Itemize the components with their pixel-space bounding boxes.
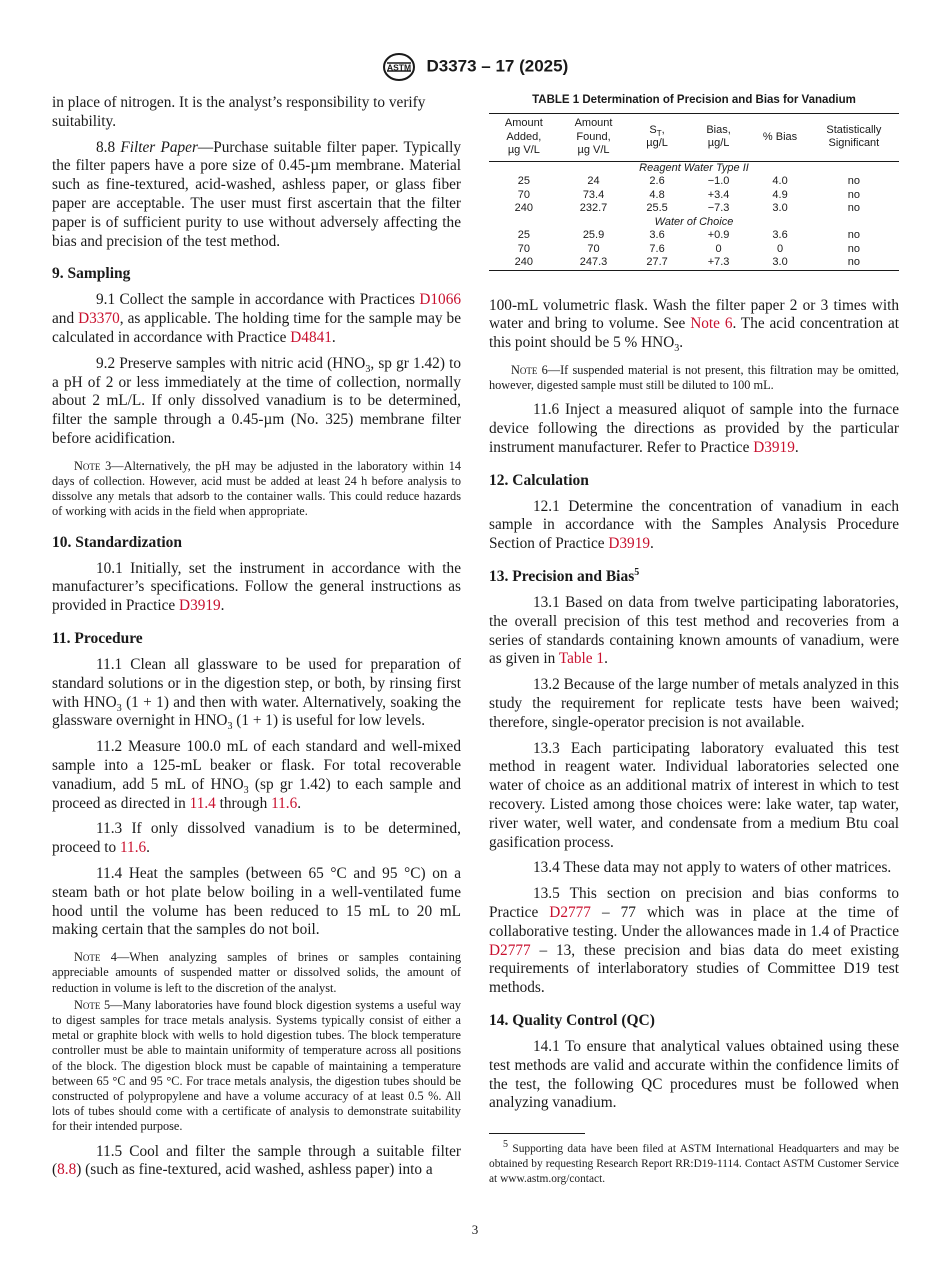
ref-d2777-link[interactable]: D2777	[549, 904, 591, 922]
table-cell: 70	[587, 242, 600, 255]
para-11-4: 11.4 Heat the samples (between 65 °C and 95 °C) on a steam bath or hot plate below boiling in a well-ventilated fume hood until the volume has been reduced to 15 mL to 20 mL making certain that the samples do not boil.	[52, 864, 461, 939]
table-cell: 4.8	[649, 188, 665, 201]
para-11-6: 11.6 Inject a measured aliquot of sample into the furnace device following the directions as provided by the particular instrument manufacturer. Refer to Practice D3919.	[489, 401, 899, 456]
table-cell: 70	[517, 188, 530, 201]
ref-11-4-link[interactable]: 11.4	[189, 794, 216, 812]
filter-paper-title: Filter Paper	[120, 138, 198, 156]
table-cell: 4.0	[772, 175, 788, 187]
section-13-heading: 13. Precision and Bias$^5$	[489, 566, 640, 586]
table-row	[489, 229, 899, 243]
intro-text: in place of nitrogen. It is the analyst’s responsibility to verify suitability.	[52, 94, 426, 130]
section-11-heading: 11. Procedure	[52, 629, 143, 647]
section-9-heading: 9. Sampling	[52, 265, 131, 283]
para-9-2: 9.2 Preserve samples with nitric acid ($HNO_3$, sp gr 1.42) to a pH of 2 or less immediately at the time of collection, normally about 2 mL/L. If only dissolved vanadium is to be determined, filter the sample through a 0.45-µm (No. 325) membrane filter before acidification.	[52, 354, 461, 447]
table-cell: no	[847, 242, 860, 255]
para-11-2: 11.2 Measure 100.0 mL of each standard and well-mixed sample into a 125-mL beaker or flask. For total recoverable vanadium, add 5 mL of $HNO_3$ (sp gr 1.42) to each sample and proceed as directed in 11.4 through 11.6.	[52, 738, 461, 812]
table-cell: 240	[514, 202, 534, 214]
para-10-1: 10.1 Initially, set the instrument in accordance with the manufacturer’s specifications. Follow the general instructions as provided in Practice D3919.	[52, 559, 461, 615]
col-header: Amount Added, µg V/L	[504, 117, 543, 156]
footnote-5: $^5$ Supporting data have been filed at ASTM International Headquarters and may be obtained by requesting Research Report RR:D19-1114. Contact ASTM Customer Service at www.astm.org/contact.	[489, 1139, 899, 1186]
para-13-4: 13.4 These data may not apply to waters of other matrices.	[533, 859, 892, 877]
table-cell: 73.4	[582, 188, 605, 201]
table-group-row	[489, 161, 899, 175]
table-group-label: Reagent Water Type II	[639, 161, 749, 174]
table-cell: no	[847, 175, 860, 187]
right-column	[489, 94, 899, 1187]
para-11-5: 11.5 Cool and filter the sample through a suitable filter (8.8) (such as fine-textured, acid washed, ashless paper) into a	[52, 1142, 461, 1179]
para-11-5-cont: 100-mL volumetric flask. Wash the filter paper 2 or 3 times with water and bring to volume. See Note 6. The acid concentration at this point should be 5 % $HNO_3$.	[489, 296, 900, 355]
table-cell: +0.9	[707, 229, 730, 241]
ref-d1066-link[interactable]: D1066	[419, 291, 461, 309]
section-10-heading: 10. Standardization	[52, 533, 183, 551]
ref-d3370-link[interactable]: D3370	[78, 310, 120, 328]
ref-d3919-link-3[interactable]: D3919	[608, 535, 651, 553]
table-cell: 25.5	[646, 202, 668, 214]
ref-8-8-link[interactable]: 8.8	[57, 1161, 77, 1179]
table-cell: 3.0	[772, 202, 788, 214]
table-cell: 3.6	[649, 229, 665, 241]
para-9-1: 9.1 Collect the sample in accordance with Practices D1066 and D3370, as applicable. The holding time for the sample may be calculated in accordance with Practice D4841.	[52, 291, 461, 346]
table-1	[489, 113, 899, 271]
table-cell: no	[809, 256, 899, 270]
col-header: Bias, µg/L	[706, 123, 731, 150]
page-number: 3	[471, 1222, 479, 1237]
table-row	[489, 256, 899, 270]
page-header	[0, 52, 950, 82]
table-cell: 27.7	[628, 256, 685, 270]
para-8-8: 8.8 Filter Paper—Purchase suitable filter paper. Typically the filter papers have a pore size of 0.45-µm membrane. Material such as fine-textured, acid-washed, ashless paper, or glass fiber paper are acceptable. The user must first ascertain that the filter paper is of sufficient purity to use without adversely affecting the bias and precision of the test method.	[52, 138, 462, 250]
table-cell: −7.3	[707, 202, 730, 214]
document-designation: D3373 – 17 (2025)	[426, 56, 569, 76]
table-cell: 2.6	[649, 175, 665, 187]
para-13-5: 13.5 This section on precision and bias conforms to Practice D2777 – 77 which was in place at the time of collaborative testing. Under the allowances made in 1.4 of Practice D2777 – 13, these precision and bias data do meet existing requirements of interlaboratory studies of Committee D19 test methods.	[489, 885, 899, 997]
para-12-1: 12.1 Determine the concentration of vanadium in each sample in accordance with the Samples Analysis Procedure Section of Practice D3919.	[489, 497, 899, 553]
para-11-3: 11.3 If only dissolved vanadium is to be determined, proceed to 11.6.	[52, 820, 461, 857]
left-column	[52, 94, 461, 1187]
footnote-5-ref: 5	[634, 566, 640, 578]
section-14-heading: 14. Quality Control (QC)	[489, 1012, 655, 1030]
table-group-label: Water of Choice	[654, 215, 734, 228]
ref-note-6-link[interactable]: Note 6	[690, 315, 733, 333]
note-6: Note 6—If suspended material is not present, this filtration may be omitted, however, digested sample must still be diluted to 100 mL.	[489, 362, 899, 393]
table-row	[489, 202, 899, 216]
table-cell: −1.0	[707, 175, 730, 187]
table-cell: 25.9	[582, 229, 605, 241]
footnote-divider	[489, 1133, 585, 1134]
section-12-heading: 12. Calculation	[489, 471, 589, 489]
col-header: Statistically Significant	[826, 123, 882, 150]
para-13-3: 13.3 Each participating laboratory evaluated this test method in reagent water. Individual laboratories selected one water of choice as an additional matrix of interest in which to test recovery. Listed among those choices were: lake water, tap water, river water, well water, and condensate from a medium Btu coal gasification process.	[489, 739, 899, 851]
table-cell: 70	[517, 242, 530, 255]
ref-d2777-link-2[interactable]: D2777	[489, 941, 531, 959]
table-cell: 4.9	[772, 188, 788, 201]
para-14-1: 14.1 To ensure that analytical values obtained using these test methods are valid and accurate within the confidence limits of the test, the following QC procedures must be followed when analyzing vanadium.	[489, 1038, 899, 1112]
table-header-row	[489, 114, 899, 162]
table-body	[489, 161, 899, 270]
table-cell: 25	[517, 175, 530, 187]
table-cell: 7.6	[649, 242, 665, 255]
col-header: % Bias	[762, 130, 798, 143]
table-cell: 24	[587, 175, 600, 187]
table-row	[489, 175, 899, 189]
table-cell: 0	[776, 242, 784, 255]
ref-11-6-link[interactable]: 11.6	[271, 794, 298, 812]
table-cell: +3.4	[707, 188, 730, 201]
table-1-title: TABLE 1 Determination of Precision and Bias for Vanadium	[532, 94, 856, 106]
table-group-row	[489, 216, 899, 230]
table-cell: 0	[715, 242, 722, 255]
ref-d4841-link[interactable]: D4841	[290, 328, 332, 346]
para-13-1: 13.1 Based on data from twelve participating laboratories, the overall precision of this test method and recoveries from a series of standards containing known amounts of vanadium, were as given in Table 1.	[489, 594, 899, 668]
note-5: Note 5—Many laboratories have found block digestion systems a useful way to digest samples for trace metals analysis. Systems typically consist of either a metal or graphite block with wells to hold digestion tubes. The block temperature controller must be able to maintain uniformity of temperature across all positions of the block. The digestion block must be capable of maintaining a temperature between 65 °C and 95 °C. For trace metals analysis, the digestion tubes should be constructed of polypropylene and have a volume accuracy of at least 0.5 %. All lots of tubes should come with a certificate of analysis to demonstrate suitability for their intended purpose.	[52, 997, 461, 1134]
col-header: $S_T$, µg/L	[646, 123, 668, 150]
table-cell: 3.6	[772, 229, 788, 241]
table-cell: 232.7	[579, 202, 608, 214]
ref-d3919-link-2[interactable]: D3919	[753, 438, 795, 456]
para-11-1: 11.1 Clean all glassware to be used for preparation of standard solutions or in the digestion step, or both, by rinsing first with $HNO_3$ (1 + 1) and then with water. Alternatively, soaking the glassware overnight in $HNO_3$ (1 + 1) is useful for low levels.	[52, 655, 461, 733]
table-cell: 25	[517, 229, 530, 241]
table-cell: +7.3	[686, 256, 752, 270]
table-cell: 247.3	[559, 256, 629, 270]
table-cell: no	[847, 202, 860, 214]
table-cell: 240	[489, 256, 559, 270]
ref-table-1-link[interactable]: Table 1	[558, 650, 605, 668]
para-13-2: 13.2 Because of the large number of metals analyzed in this study the requirement for replicate tests have been waived; therefore, single-operator precision is not available.	[489, 676, 899, 731]
note-3: Note 3—Alternatively, the pH may be adjusted in the laboratory within 14 days of collection. However, acid must be added at least 24 h before analysis to dissolve any metals that adsorb to the container walls. This could reduce hazards of working with acids in the field when appropriate.	[52, 458, 461, 519]
table-cell: 3.0	[751, 256, 808, 270]
table-cell: no	[847, 229, 860, 241]
table-row	[489, 189, 899, 203]
logo-text: ASTM	[386, 62, 411, 73]
table-row	[489, 243, 899, 257]
table-cell: no	[847, 188, 860, 201]
ref-d3919-link[interactable]: D3919	[179, 597, 221, 615]
astm-logo-icon	[382, 52, 416, 82]
note-4: Note 4—When analyzing samples of brines or samples containing appreciable amounts of suspended matter or dissolved solids, the amount of reduction in volume is left to the discretion of the analyst.	[52, 950, 461, 995]
ref-11-6-link-2[interactable]: 11.6	[119, 839, 147, 857]
col-header: Amount Found, µg V/L	[574, 117, 613, 156]
